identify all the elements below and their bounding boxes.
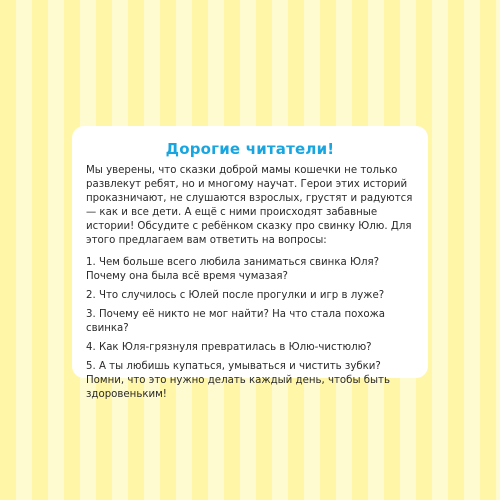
question-item: 1. Чем больше всего любила заниматься свинка Юля? Почему она была всё время чумазая? <box>86 257 380 282</box>
questions-list <box>86 256 428 402</box>
question-item: 2. Что случилось с Юлей после прогулки и игр в луже? <box>86 290 385 301</box>
question-item: 3. Почему её никто не мог найти? На что стала похожа свинка? <box>86 309 386 334</box>
question-item: 4. Как Юля-грязнуля превратилась в Юлю-чистюлю? <box>86 342 372 353</box>
readers-note-card <box>72 126 428 400</box>
intro-paragraph: Мы уверены, что сказки доброй мамы кошечки не только развлекут ребят, но и многому научат. Герои этих историй проказничают, не слушаются взрослых, грустят и радуются — как и все дети. А ещё с ними происходят забавные истории! Обсудите с ребёнком сказку про свинку Юлю. Для этого предлагаем вам ответить на вопросы: <box>86 165 413 246</box>
card-title: Дорогие читатели! <box>165 140 335 158</box>
question-item: 5. А ты любишь купаться, умываться и чистить зубки? Помни, что это нужно делать каждый день, чтобы быть здоровеньким! <box>86 361 390 400</box>
